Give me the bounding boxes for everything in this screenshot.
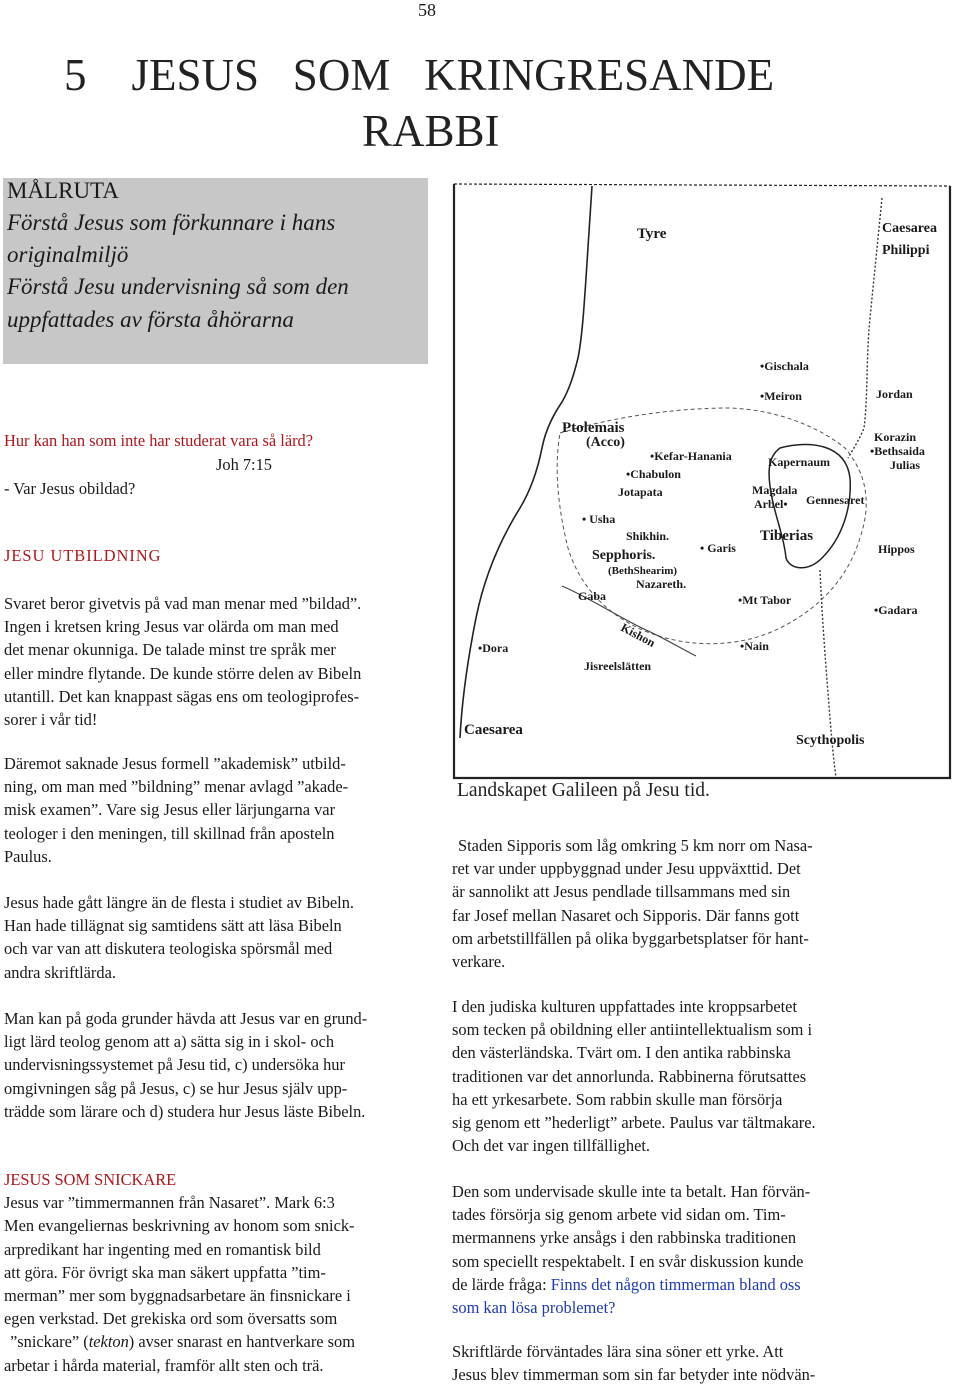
text-line: Jesus var ”timmermannen från Nasaret”. Mark 6:3 [4, 1193, 335, 1213]
text-line: Den som undervisade skulle inte ta betalt. Han förvän- [452, 1182, 811, 1201]
text-line [452, 1273, 810, 1296]
galilee-map [450, 178, 956, 790]
text-line: den västerländska. Tvärt om. I den antika rabbinska [452, 1043, 791, 1063]
text-line: far Josef mellan Nasaret och Sipporis. Där fanns gott [452, 905, 800, 925]
map-label-bethsaida: •Bethsaida [870, 444, 925, 458]
text-line: Skriftlärde förväntades lära sina söner ett yrke. Att [452, 1342, 784, 1361]
carpenter-section [4, 1168, 355, 1377]
text-line: tades försörja sig genom arbete vid sidan om. Tim- [452, 1205, 786, 1225]
text-line: ning, om man med ”bildning” menar avlagd ”akade- [4, 777, 349, 797]
goal-line: Förstå Jesu undervisning så som den [7, 274, 349, 299]
section-heading-education: JESU UTBILDNING [4, 546, 162, 565]
text-line: omgivningen såg på Jesus, c) se hur Jesus själv upp- [4, 1078, 348, 1098]
goal-line: Förstå Jesus som förkunnare i hans [7, 210, 336, 235]
chapter-title-line1: 5 JESUS SOM KRINGRESANDE [64, 50, 775, 100]
text-line: mermannens yrke ansågs i den rabbinska traditionen [452, 1228, 797, 1248]
text-italic: tekton [88, 1332, 129, 1352]
text-line: Jesus blev timmerman som sin far betyder inte nödvän- [452, 1365, 816, 1385]
education-para2 [4, 752, 348, 868]
text-line: verkare. [452, 952, 506, 972]
text-line: arbetar i hårda material, framför allt sten och trä. [4, 1355, 324, 1375]
text-fragment: ) avser snarast en hantverkare som [128, 1332, 355, 1352]
map-label-kapernaum: Kapernaum [768, 455, 831, 469]
map-label-arbel: Arbel• [754, 497, 788, 511]
right-para4 [452, 1340, 815, 1386]
map-label-caesarea: Caesarea [464, 722, 523, 738]
education-para4 [4, 1007, 367, 1123]
goal-box [3, 178, 428, 364]
map-label-kefar-hanania: •Kefar-Hanania [650, 449, 732, 463]
education-para1 [4, 592, 361, 731]
highlighted-quote: Finns det någon timmerman bland oss [550, 1274, 801, 1294]
map-label-shikhin: Shikhin. [626, 529, 670, 543]
map-label-gadara: •Gadara [874, 603, 918, 617]
map-label-magdala: Magdala [752, 483, 798, 497]
text-line: utantill. Det kan knappast sägas ens om teologiprofes- [4, 686, 360, 706]
map-label-gaba: Gaba [578, 589, 607, 603]
map-label-nazareth: Nazareth. [636, 577, 687, 591]
text-line: teologer i den meningen, till skillnad från aposteln [4, 823, 335, 843]
map-label-chabulon: •Chabulon [626, 467, 681, 481]
map-label-gennesaret: Gennesaret [806, 493, 865, 507]
text-line: det menar okunniga. De talade minst tre språk mer [4, 640, 336, 660]
text-line: Paulus. [4, 846, 52, 866]
chapter-title-line2: RABBI [362, 106, 500, 156]
text-line: Han hade tillägnat sig samtidens sätt att läsa Bibeln [4, 916, 342, 936]
text-line: ligt lärd teolog genom att a) sätta sig in i skol- och [4, 1032, 335, 1052]
map-label-jordan: Jordan [876, 387, 913, 401]
map-label-kishon: Kishon [618, 620, 658, 650]
text-line: trädde som lärare och d) studera hur Jesus läste Bibeln. [4, 1101, 366, 1121]
map-label-bethshearim: (BethShearim) [608, 565, 678, 577]
text-line: misk examen”. Vare sig Jesus eller lärjungarna var [4, 800, 336, 820]
map-label-julias: Julias [890, 458, 921, 472]
text-line: undervisningssystemet på Jesu tid, c) undersöka hur [4, 1055, 345, 1075]
quote-reference: Joh 7:15 [216, 455, 273, 474]
goal-line: uppfattades av första åhörarna [7, 307, 294, 332]
text-line: är sannolikt att Jesus pendlade tillsammans med sin [452, 882, 791, 902]
text-line: och var van att diskutera teologiska spörsmål med [4, 939, 333, 959]
text-line: sig genom ett ”hederligt” arbete. Paulus var tältmakare. [452, 1113, 816, 1133]
right-para2 [452, 995, 816, 1157]
text-line: arpredikant har ingenting med en romantisk bild [4, 1239, 321, 1259]
text-line: merman” mer som byggnadsarbetare än finsnickare i [4, 1286, 351, 1306]
text-line: egen verkstad. Det grekiska ord som översatts som [4, 1309, 338, 1329]
goal-line: originalmiljö [7, 242, 129, 267]
map-label-meiron: •Meiron [760, 389, 802, 403]
education-para3 [4, 891, 354, 984]
map-label-korazin: Korazin [874, 430, 916, 444]
text-line: Ingen i kretsen kring Jesus var olärda om man med [4, 617, 339, 637]
goal-heading: MÅLRUTA [7, 178, 119, 203]
text-line: Jesus hade gått längre än de flesta i studiet av Bibeln. [4, 893, 355, 912]
text-line: ret var under uppbyggnad under Jesu uppväxttid. Det [452, 859, 801, 879]
text-line: som speciellt respektabelt. I en svår diskussion kunde [452, 1251, 804, 1271]
text-line: traditionen var det annorlunda. Rabbinerna förutsattes [452, 1066, 807, 1086]
map-label-hippos: Hippos [878, 542, 915, 556]
map-label-gischala: •Gischala [760, 359, 809, 373]
text-line: Staden Sipporis som låg omkring 5 km norr om Nasa- [458, 836, 813, 855]
map-label-tyre: Tyre [637, 226, 667, 242]
map-label-ptolemais: Ptolemais [562, 420, 625, 436]
map-label-jisreelslatten: Jisreelslätten [584, 659, 652, 673]
map-illustration [450, 178, 956, 790]
map-label-tiberias: Tiberias [760, 528, 814, 544]
text-line: Och det var ingen tillfällighet. [452, 1136, 650, 1156]
quote-question: Hur kan han som inte har studerat vara så lärd? [4, 431, 314, 450]
map-label-mt-tabor: •Mt Tabor [738, 593, 792, 607]
text-fragment: ”snickare” ( [10, 1332, 89, 1352]
map-label-scythopolis: Scythopolis [796, 733, 865, 748]
section-heading-carpenter: JESUS SOM SNICKARE [4, 1170, 177, 1189]
text-line: ha ett yrkesarbete. Som rabbin skulle man försörja [452, 1089, 783, 1109]
text-line: om arbetstillfällen på olika byggarbetsplatser för hant- [452, 928, 809, 948]
text-line: I den judiska kulturen uppfattades inte kroppsarbetet [452, 997, 798, 1016]
right-para3 [452, 1180, 810, 1319]
text-fragment: de lärde fråga: [452, 1274, 551, 1294]
map-label-dora: •Dora [478, 641, 509, 655]
map-label-nain: •Nain [740, 639, 769, 653]
text-line: att göra. För övrigt ska man säkert uppfatta ”tim- [4, 1262, 326, 1282]
text-line [4, 1330, 355, 1353]
map-label-garis: • Garis [700, 541, 736, 555]
text-line: Man kan på goda grunder hävda att Jesus var en grund- [4, 1009, 368, 1028]
map-label-usha: • Usha [582, 512, 616, 526]
map-label-sepphoris: Sepphoris. [592, 548, 656, 563]
map-label-caesarea-philippi: Philippi [882, 243, 930, 258]
quote-subquestion: - Var Jesus obildad? [4, 479, 136, 498]
text-line: andra skriftlärda. [4, 962, 116, 982]
page-number: 58 [418, 0, 436, 20]
text-line: Men evangeliernas beskrivning av honom som snick- [4, 1216, 355, 1236]
map-caption: Landskapet Galileen på Jesu tid. [457, 780, 710, 801]
highlighted-quote: som kan lösa problemet? [452, 1298, 616, 1318]
text-line: eller mindre flytande. De kunde större delen av Bibeln [4, 663, 362, 683]
right-para1 [452, 834, 813, 973]
text-line: Däremot saknade Jesus formell ”akademisk” utbild- [4, 754, 346, 773]
map-label-acco: (Acco) [586, 435, 625, 450]
text-line: Svaret beror givetvis på vad man menar med ”bildad”. [4, 594, 362, 613]
map-label-caesarea-philippi: Caesarea [882, 221, 937, 236]
text-line: som tecken på obildning eller antiintellektualism som i [452, 1020, 813, 1040]
text-line: sorer i vår tid! [4, 710, 98, 730]
map-label-jotapata: Jotapata [618, 485, 663, 499]
